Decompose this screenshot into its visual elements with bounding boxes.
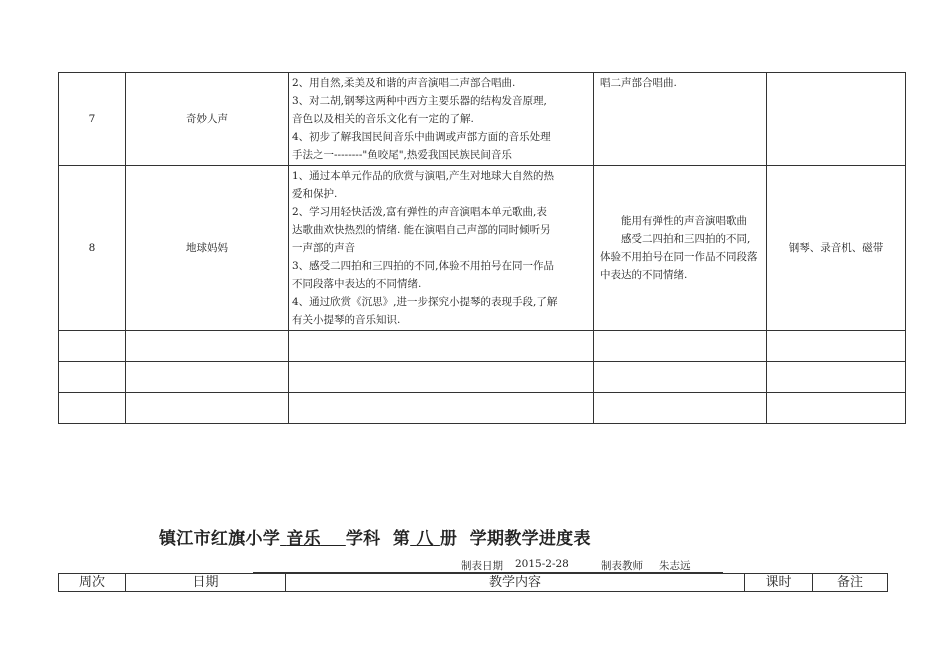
content-line: 4、通过欣赏《沉思》,进一步探究小提琴的表现手段,了解 [292, 296, 558, 308]
subject-name: 音乐 [286, 529, 321, 549]
content-line: 手法之一--------"鱼咬尾",热爱我国民族民间音乐 [292, 149, 512, 161]
table-row [59, 393, 906, 424]
schedule-title [159, 524, 591, 549]
content-line: 达歌曲欢快热烈的情绪. 能在演唱自己声部的同时倾听另 [292, 224, 551, 236]
table-row [59, 166, 906, 331]
empty-cell [594, 393, 767, 424]
content-line: 不同段落中表达的不同情绪. [292, 278, 422, 290]
date-label: 制表日期 [461, 560, 503, 572]
content-line: 2、学习用轻快活泼,富有弹性的声音演唱本单元歌曲,表 [292, 206, 547, 218]
subject-label: 学科 [345, 529, 381, 549]
goal-paragraph: 能用有弹性的声音演唱歌曲 [621, 215, 747, 227]
content-line: 音色以及相关的音乐文化有一定的了解. [292, 113, 474, 125]
empty-cell [767, 362, 906, 393]
content-line: 4、初步了解我国民间音乐中曲调或声部方面的音乐处理 [292, 131, 551, 143]
empty-cell [59, 393, 126, 424]
schedule-meta-line [253, 558, 723, 573]
content-line: 1、通过本单元作品的欣赏与演唱,产生对地球大自然的热 [292, 170, 555, 182]
table-row [59, 362, 906, 393]
content-line: 3、感受二四拍和三四拍的不同,体验不用拍号在同一作品 [292, 260, 555, 272]
table-row [59, 331, 906, 362]
unit-number-cell: 8 [59, 166, 126, 331]
date-value: 2015-2-28 [515, 558, 569, 570]
content-line: 一声部的声音 [292, 242, 355, 254]
table-header-row [59, 574, 888, 592]
unit-tools-cell: 钢琴、录音机、磁带 [767, 166, 906, 331]
goal-paragraph: 感受二四拍和三四拍的不同,体验不用拍号在同一作品不同段落中表达的不同情绪. [600, 233, 758, 281]
schedule-header-table [58, 573, 888, 592]
empty-cell [289, 393, 594, 424]
unit-title-cell: 奇妙人声 [126, 73, 289, 166]
volume-number: 八 [416, 529, 434, 549]
unit-goal-cell [594, 166, 767, 331]
empty-cell [126, 331, 289, 362]
goal-line: 唱二声部合唱曲. [600, 77, 677, 89]
empty-cell [126, 393, 289, 424]
unit-content-cell [289, 73, 594, 166]
unit-goal-cell [594, 73, 767, 166]
empty-cell [594, 362, 767, 393]
empty-cell [289, 362, 594, 393]
unit-title-cell: 地球妈妈 [126, 166, 289, 331]
school-name: 镇江市红旗小学 [159, 529, 281, 549]
content-line: 2、用自然,柔美及和谐的声音演唱二声部合唱曲. [292, 77, 516, 89]
header-hours: 课时 [745, 574, 813, 592]
teaching-plan-table [58, 72, 906, 424]
unit-tools-cell [767, 73, 906, 166]
table-row [59, 73, 906, 166]
header-date: 日期 [126, 574, 286, 592]
volume-suffix: 册 [439, 529, 458, 549]
empty-cell [59, 362, 126, 393]
content-line: 有关小提琴的音乐知识. [292, 314, 401, 326]
empty-cell [767, 393, 906, 424]
header-content: 教学内容 [286, 574, 745, 592]
empty-cell [126, 362, 289, 393]
teacher-label: 制表教师 [601, 560, 643, 572]
header-week: 周次 [59, 574, 126, 592]
teacher-value: 朱志远 [659, 560, 691, 572]
empty-cell [289, 331, 594, 362]
content-line: 爱和保护. [292, 188, 338, 200]
empty-cell [59, 331, 126, 362]
content-line: 3、对二胡,钢琴这两种中西方主要乐器的结构发音原理, [292, 95, 547, 107]
unit-number-cell: 7 [59, 73, 126, 166]
header-notes: 备注 [813, 574, 888, 592]
title-suffix: 学期教学进度表 [469, 529, 591, 549]
empty-cell [594, 331, 767, 362]
empty-cell [767, 331, 906, 362]
unit-content-cell [289, 166, 594, 331]
volume-prefix: 第 [392, 529, 411, 549]
